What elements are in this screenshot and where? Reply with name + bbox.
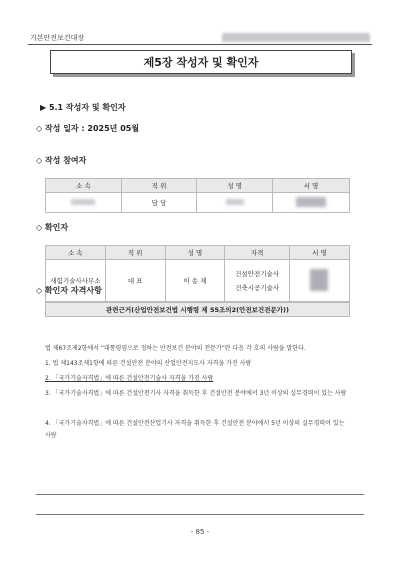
col-signature: 서 명 [289, 246, 349, 260]
confirmer-heading [36, 222, 68, 233]
qualification-basis: 관련근거(산업안전보건법 시행령 제 55조의2(안전보건전문가)) [45, 302, 350, 317]
cell-affiliation-redacted [46, 193, 122, 213]
col-signature: 서 명 [273, 179, 350, 193]
body-item-3: 3. 「국가기술자격법」에 따른 건설안전기사 자격을 취득한 후 건설안전 분야에서 3년 이상의 실무경력이 있는 사람 [45, 390, 347, 397]
triangle-bullet-icon: ▶ [40, 103, 47, 112]
write-date [36, 123, 139, 134]
col-position: 직 위 [105, 246, 165, 260]
cell-position: 대 표 [105, 260, 165, 302]
qualification-1: 건설안전기술사 [235, 269, 280, 278]
section-heading-text: 5.1 작성자 및 확인자 [48, 103, 126, 112]
col-affiliation: 소 속 [46, 179, 122, 193]
participants-table [45, 178, 350, 213]
cell-qualification [225, 260, 290, 302]
cell-name-redacted [197, 193, 273, 213]
footer-divider-2 [36, 514, 364, 515]
diamond-bullet-icon: ◇ [36, 223, 43, 232]
body-intro: 법 제67조제2항에서 “대통령령으로 정하는 안전보건 분야의 전문가”란 다음 각 호의 사람을 말한다. [45, 345, 306, 352]
body-item-4: 4. 「국가기술자격법」에 따른 건설안전산업기사 자격을 취득한 후 건설안전 분야에서 5년 이상의 실무경력이 있는 사람 [45, 420, 345, 439]
cell-signature-redacted [289, 260, 349, 302]
diamond-bullet-icon: ◇ [36, 124, 43, 133]
footer-divider-1 [36, 494, 364, 495]
page-number: - 85 - [190, 528, 210, 536]
body-item-2: 2. 「국가기술자격법」에 따른 건설안전기술사 자격을 가진 사람 [45, 375, 214, 382]
diamond-bullet-icon: ◇ [36, 286, 43, 295]
qualification-heading [36, 285, 102, 296]
col-name: 성 명 [197, 179, 273, 193]
col-qualification: 자격 [225, 246, 290, 260]
col-position: 직 위 [121, 179, 196, 193]
qualification-heading-text: 확인자 자격사항 [44, 286, 102, 295]
section-heading [40, 102, 126, 113]
cell-name: 이 송 재 [165, 260, 225, 302]
diamond-bullet-icon: ◇ [36, 156, 43, 165]
chapter-title: 제5장 작성자 및 확인자 [50, 50, 352, 74]
participants-heading-text: 작성 참여자 [44, 156, 87, 165]
cell-signature-redacted [273, 193, 350, 213]
col-affiliation: 소 속 [46, 246, 106, 260]
participants-heading [36, 155, 86, 166]
header-doc-title: 기본안전보건대장 [30, 34, 85, 42]
qualification-2: 건축시공기술사 [235, 283, 280, 292]
col-name: 성 명 [165, 246, 225, 260]
header-redacted-text [222, 33, 370, 42]
header-divider [28, 44, 372, 45]
cell-affiliation: 새힘기술사사무소 [46, 260, 106, 302]
body-item-1: 1. 법 제143조제1항에 따른 건설안전 분야의 산업안전지도사 자격을 가진 사람 [45, 360, 252, 367]
write-date-text: 작성 일자 : 2025년 05월 [44, 124, 140, 133]
cell-position: 담 당 [121, 193, 196, 213]
confirmer-heading-text: 확인자 [44, 223, 69, 232]
